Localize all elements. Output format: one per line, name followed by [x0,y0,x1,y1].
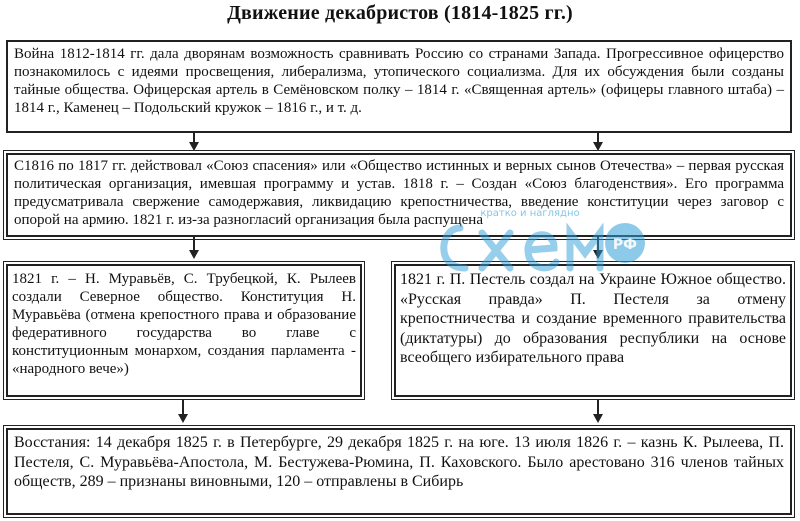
watermark-logo [420,188,650,298]
arrow-down-icon [593,142,603,151]
box-southern-society-text: 1821 г. П. Пестель создал на Украине Южное общество. «Русская правда» П. Пестеля за отмену крепостничества и создание временного правительства (диктатуры) до образования республики на основе всеобщего избирательного права [400,271,786,366]
arrow-down-icon [593,414,603,423]
arrow-down-icon [189,142,199,151]
logo-letter-m [570,233,600,268]
box-northern-society-text: 1821 г. – Н. Муравьёв, С. Трубецкой, К. Рылеев создали Северное общество. Конституция Н. Муравьёва (отмена крепостного права и образование федеративного государства во главе с конституционным монархом, создания парламента - «народного вече») [12,271,356,377]
arrow-down-icon [178,414,188,423]
box-war-1812-text: Война 1812-1814 гг. дала дворянам возможность сравнивать Россию со странами Запада. Прогрессивное офицерство познакомилось с идеями просвещения, либерализма, утопического социализма. Для их обсуждения были созданы тайные общества. Офицерская артель в Семёновском полку – 1814 г. «Священная артель» (офицеры главного штаба) – 1814 г., Каменец – Подольский кружок – 1816 г., и т. д. [14,46,784,116]
box-union-salvation-text: С1816 по 1817 гг. действовал «Союз спасения» или «Общество истинных и верных сынов Отечества» – первая русская политическая организация, имевшая программу и устав. 1818 г. – Создан «Союз благоденствия». Его программа предусматривала свержение самодержавия, ликвидацию крепостничества, введение конституции через заговор с опорой на армию. 1821 г. из-за разногласий организация была распущена [14,158,784,228]
logo-letter-e [528,235,556,268]
logo-letter-x [482,233,510,268]
connector-line [193,237,195,251]
logo-rf-text: РФ [612,237,638,253]
logo-letter-s [444,228,465,268]
page-title: Движение декабристов (1814-1825 гг.) [227,2,573,24]
box-uprisings-text: Восстания: 14 декабря 1825 г. в Петербурге, 29 декабря 1825 г. на юге. 13 июля 1826 г. – казнь К. Рылеева, П. Пестеля, С. Муравьёва-Апостола, М. Бестужева-Рюмина, П. Каховского. Было арестовано 316 членов тайных обществ, 289 – признаны виновными, 120 – отправлены в Сибирь [14,434,784,490]
arrow-down-icon [189,250,199,259]
logo-tagline: кратко и наглядно [480,208,580,219]
